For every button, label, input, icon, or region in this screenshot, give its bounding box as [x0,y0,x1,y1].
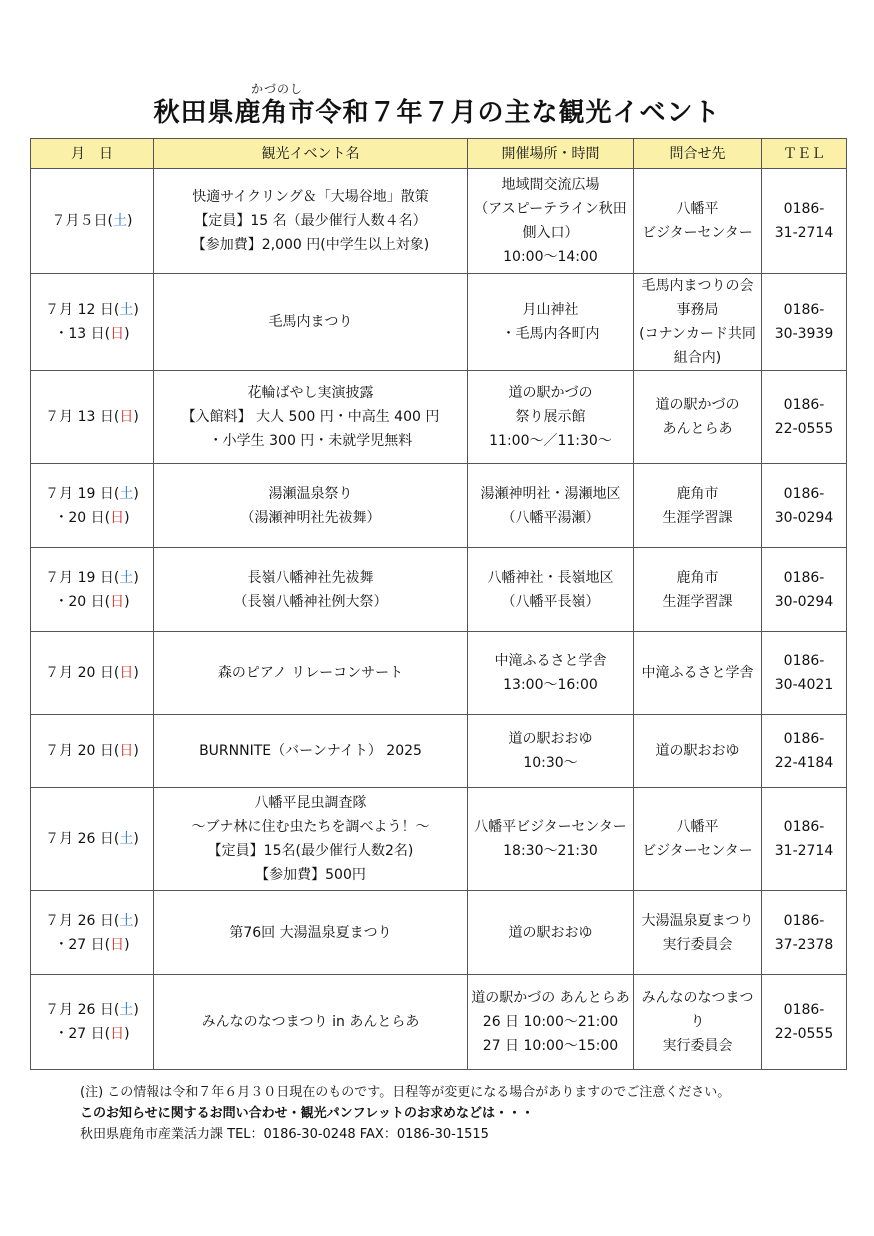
table-row [31,371,847,464]
event-place-line: 八幡平ビジターセンター [474,819,627,835]
event-place-line: 湯瀬神明社・湯瀬地区 [480,485,621,502]
header-date: 月 日 [31,139,154,169]
table-row [31,975,847,1070]
event-date [31,548,154,632]
date-line [33,209,151,233]
date-line [33,506,151,530]
event-contact-line: 大湯温泉夏まつり [641,912,754,929]
date-text: ７月 12 日( [45,302,120,318]
event-date [31,975,154,1070]
event-contact-line: 生涯学習課 [662,509,733,526]
date-text: ７月 19 日( [45,569,120,586]
weekday-sunday: 日 [110,936,125,953]
page-title: 秋田県鹿角市令和７年７月の主な観光イベント [153,98,721,128]
date-text: ７月 20 日( [45,743,120,759]
weekday-saturday: 土 [113,213,127,229]
date-line [33,998,151,1022]
event-place [468,464,634,548]
header-place-time: 開催場所・時間 [468,139,634,169]
event-tel-line: 31-2714 [774,843,834,859]
event-tel [762,169,847,274]
date-text: ７月 13 日( [45,409,120,425]
table-row [31,788,847,891]
event-name [154,548,468,632]
note-text: (注) この情報は令和７年６月３０日現在のものです。日程等が変更になる場合がありますのでご注意ください。 [80,1085,731,1100]
event-name [154,632,468,715]
event-name-line: 毛馬内まつり [268,314,353,330]
date-text: ) [133,1002,139,1018]
date-text: ) [124,593,130,610]
event-tel-line: 30-4021 [774,677,834,693]
event-tel-line: 0186- [783,485,825,502]
event-contact-line: 道の駅おおゆ [655,743,740,759]
event-place-line: （アスピーテライン秋田 [474,201,627,217]
event-place [468,371,634,464]
event-contact-line: 実行委員会 [662,936,733,953]
event-place [468,548,634,632]
event-place [468,715,634,788]
event-place-line: 道の駅かづの [508,385,593,401]
event-date [31,274,154,371]
date-text: ) [124,1026,130,1042]
event-name-line: 【入館料】 大人 500 円・中高生 400 円 [181,409,440,425]
event-contact-line: 鹿角市 [676,485,719,502]
event-place-line: 13:00～16:00 [503,677,598,693]
date-text: ・20 日( [54,593,111,610]
event-place-line: 10:30～ [523,755,578,771]
event-place-line: 道の駅おおゆ [508,924,593,941]
date-line [33,590,151,614]
event-tel-line: 0186- [783,397,825,413]
event-place [468,274,634,371]
event-name-line: 【定員】15 名（最少催行人数４名） [194,213,427,229]
event-contact [634,274,762,371]
event-contact [634,464,762,548]
event-name [154,371,468,464]
event-name-line: 湯瀬温泉祭り [268,485,353,502]
header-contact: 問合せ先 [634,139,762,169]
event-contact-line: 事務局 [676,302,719,318]
table-row [31,632,847,715]
event-place-line: 道の駅おおゆ [508,731,593,747]
office-contact: 秋田県鹿角市産業活力課 TEL：0186-30-0248 FAX：0186-30-1515 [80,1127,489,1142]
date-text: ・13 日( [54,326,111,342]
table-row [31,169,847,274]
event-contact-line: ビジターセンター [642,225,753,241]
date-line [33,827,151,851]
event-date [31,891,154,975]
inquiry-text: このお知らせに関するお問い合わせ・観光パンフレットのお求めなどは・・・ [80,1106,534,1121]
event-place-line: 祭り展示館 [515,409,586,425]
event-place-line: 地域間交流広場 [501,177,600,193]
date-text: ) [133,743,139,759]
date-text: ７月 26 日( [45,1002,120,1018]
event-tel [762,371,847,464]
event-name [154,715,468,788]
event-name [154,975,468,1070]
event-contact [634,169,762,274]
event-contact-line: 道の駅かづの [655,397,740,413]
event-contact-line: 毛馬内まつりの会 [641,278,754,294]
events-table [30,138,847,1070]
event-tel-line: 22-0555 [774,1026,834,1042]
event-tel-line: 0186- [783,912,825,929]
event-date [31,788,154,891]
date-line [33,482,151,506]
header-tel: ＴＥＬ [762,139,847,169]
event-date [31,632,154,715]
event-name [154,891,468,975]
date-line [33,1022,151,1046]
event-name-line: 第76回 大湯温泉夏まつり [229,924,392,941]
event-tel-line: 0186- [783,569,825,586]
event-contact-line: 八幡平 [676,201,719,217]
event-contact [634,788,762,891]
event-name-line: 花輪ばやし実演披露 [247,385,374,401]
event-contact-line: 生涯学習課 [662,593,733,610]
weekday-saturday: 土 [119,569,134,586]
weekday-sunday: 日 [119,409,134,425]
event-place-line: 27 日 10:00～15:00 [482,1038,619,1054]
date-text: ) [124,326,130,342]
date-text: ７月 20 日( [45,665,120,681]
event-place [468,788,634,891]
date-text: ) [133,912,139,929]
event-name-line: 【定員】15名(最少催行人数2名) [207,843,414,859]
event-contact [634,632,762,715]
event-tel-line: 0186- [783,819,825,835]
weekday-saturday: 土 [119,1002,134,1018]
event-name-line: ～ブナ林に住む虫たちを調べよう！～ [191,819,430,835]
table-row [31,715,847,788]
table-row [31,464,847,548]
event-tel [762,464,847,548]
event-tel [762,715,847,788]
date-line [33,661,151,685]
date-text: ・27 日( [54,936,111,953]
event-name-line: （長嶺八幡神社例大祭） [233,593,388,610]
event-place-line: 26 日 10:00～21:00 [482,1014,619,1030]
event-tel-line: 0186- [783,653,825,669]
weekday-sunday: 日 [110,509,125,526]
events-body [31,169,847,1070]
weekday-saturday: 土 [119,831,134,847]
event-contact-line: 実行委員会 [662,1038,733,1054]
event-contact-line: 八幡平 [676,819,719,835]
event-contact [634,975,762,1070]
event-place-line: ・毛馬内各町内 [501,326,600,342]
event-date [31,464,154,548]
event-contact-line: 鹿角市 [676,569,719,586]
event-place-line: 月山神社 [522,302,579,318]
date-text: ) [133,665,139,681]
event-place [468,169,634,274]
date-line [33,405,151,429]
date-text: ７月 19 日( [45,485,120,502]
date-text: ) [133,409,139,425]
date-line [33,322,151,346]
event-date [31,169,154,274]
event-place-line: 11:00～／11:30～ [489,433,612,449]
event-tel-line: 30-0294 [774,593,834,610]
event-name-line: 八幡平昆虫調査隊 [254,795,367,811]
date-text: ・20 日( [54,509,111,526]
notes [80,1082,840,1145]
event-name [154,274,468,371]
weekday-saturday: 土 [119,302,134,318]
event-contact-line: 中滝ふるさと学舎 [641,665,754,681]
event-name-line: 快適サイクリング＆「大場谷地」散策 [192,189,429,205]
weekday-sunday: 日 [119,665,134,681]
event-place-line: 10:00～14:00 [503,249,598,265]
event-tel [762,632,847,715]
event-tel [762,975,847,1070]
event-contact [634,548,762,632]
event-contact-line: あんとらあ [662,421,733,437]
title-ruby: かづのし [250,82,303,96]
event-place-line: 側入口） [522,225,579,241]
event-name-line: ・小学生 300 円・未就学児無料 [208,433,413,449]
event-place-line: 道の駅かづの あんとらあ [471,990,630,1006]
weekday-sunday: 日 [110,593,125,610]
event-contact [634,371,762,464]
event-contact-line: (コナンカード共同 [639,326,756,342]
date-text: ７月５日( [51,213,113,229]
date-line [33,566,151,590]
event-name-line: 【参加費】500円 [255,867,366,883]
header-event-name: 観光イベント名 [154,139,468,169]
event-tel [762,274,847,371]
event-contact [634,715,762,788]
date-text: ) [133,569,139,586]
date-text: ) [124,936,130,953]
date-text: ７月 26 日( [45,831,120,847]
date-text: ) [124,509,130,526]
date-line [33,298,151,322]
weekday-sunday: 日 [110,1026,125,1042]
event-name [154,788,468,891]
table-row [31,548,847,632]
event-tel-line: 0186- [783,302,825,318]
event-name-line: みんなのなつまつり in あんとらあ [201,1014,420,1030]
event-tel-line: 22-0555 [774,421,834,437]
date-line [33,933,151,957]
weekday-saturday: 土 [119,485,134,502]
event-date [31,371,154,464]
table-row [31,891,847,975]
weekday-saturday: 土 [119,912,134,929]
event-tel [762,548,847,632]
event-name-line: BURNNITE（バーンナイト） 2025 [199,743,422,759]
event-name [154,464,468,548]
event-contact-line: みんなのなつまつり [641,990,754,1030]
event-place-line: （八幡平湯瀬） [501,509,600,526]
event-date [31,715,154,788]
event-place [468,891,634,975]
event-contact [634,891,762,975]
event-place-line: 八幡神社・長嶺地区 [487,569,614,586]
event-name-line: 【参加費】2,000 円(中学生以上対象) [191,237,430,253]
event-tel-line: 22-4184 [774,755,834,771]
event-contact-line: ビジターセンター [642,843,753,859]
event-tel-line: 30-3939 [774,326,834,342]
event-tel-line: 37-2378 [774,936,834,953]
event-contact-line: 組合内) [673,350,722,366]
event-place [468,975,634,1070]
event-tel [762,891,847,975]
event-name [154,169,468,274]
date-text: ７月 26 日( [45,912,120,929]
event-name-line: 長嶺八幡神社先祓舞 [247,569,374,586]
event-place [468,632,634,715]
table-row [31,274,847,371]
event-tel-line: 0186- [783,201,825,217]
event-tel-line: 0186- [783,731,825,747]
event-place-line: 中滝ふるさと学舎 [494,653,607,669]
event-tel-line: 30-0294 [774,509,834,526]
date-text: ) [133,485,139,502]
event-name-line: （湯瀬神明社先祓舞） [240,509,381,526]
date-line [33,739,151,763]
date-text: ) [127,213,133,229]
date-line [33,909,151,933]
table-header-row [31,139,847,169]
date-text: ) [133,831,139,847]
event-tel-line: 0186- [783,1002,825,1018]
event-name-line: 森のピアノ リレーコンサート [217,665,404,681]
event-place-line: 18:30～21:30 [503,843,598,859]
weekday-sunday: 日 [119,743,134,759]
event-place-line: （八幡平長嶺） [501,593,600,610]
date-text: ・27 日( [54,1026,111,1042]
weekday-sunday: 日 [110,326,125,342]
event-tel [762,788,847,891]
event-tel-line: 31-2714 [774,225,834,241]
date-text: ) [133,302,139,318]
